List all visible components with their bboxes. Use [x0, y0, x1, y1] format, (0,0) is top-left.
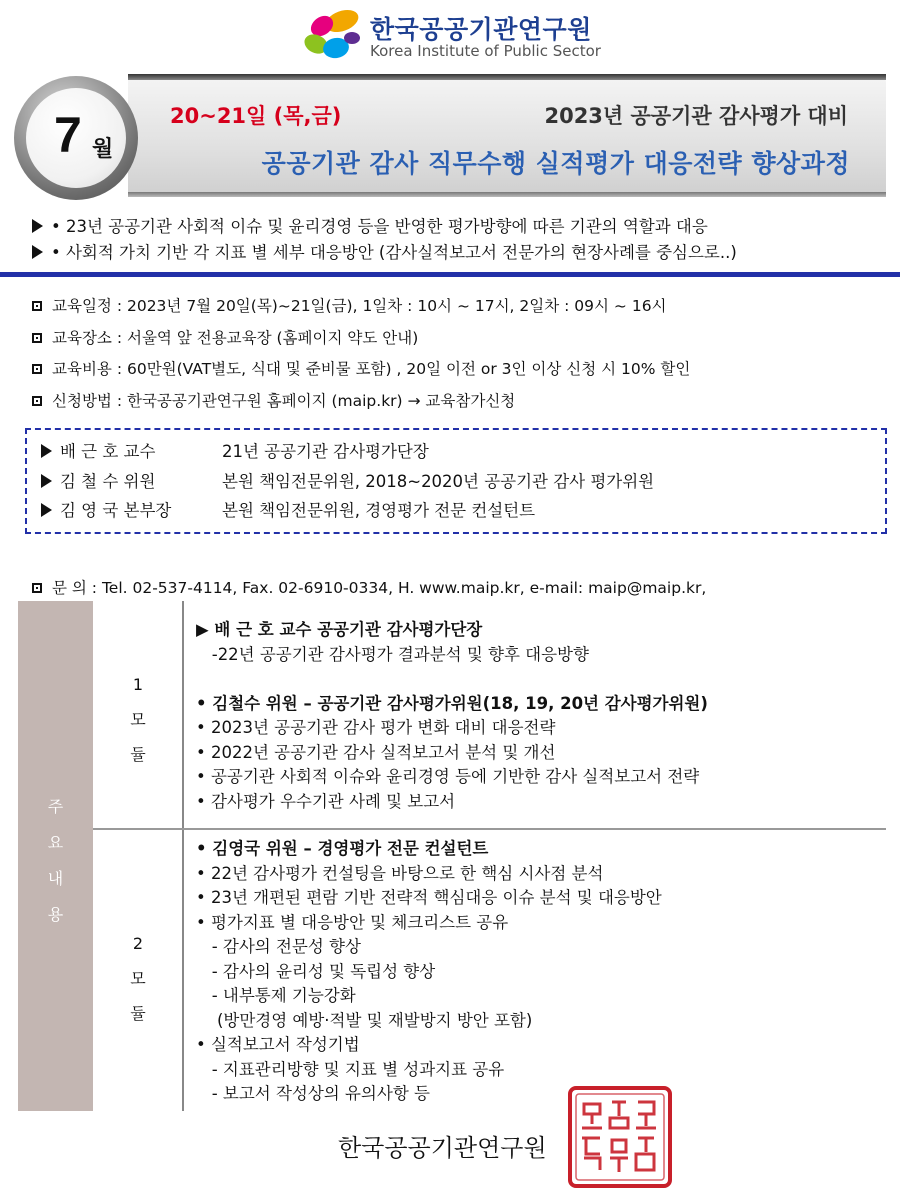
module2-line: - 내부통제 기능강화: [196, 986, 356, 1005]
module2-line: - 감사의 윤리성 및 독립성 향상: [196, 961, 436, 981]
square-bullet-icon: [32, 301, 42, 311]
triangle-bullet-icon: [41, 474, 52, 488]
module1-line: • 공공기관 사회적 이슈와 윤리경영 등에 기반한 감사 실적보고서 전략: [196, 767, 700, 786]
module2-line: • 김영국 위원 – 경영평가 전문 컨설턴트: [196, 839, 489, 858]
module1-line: [196, 667, 708, 692]
module2-content: [196, 837, 662, 1107]
month-unit: 월: [92, 137, 114, 162]
intro-item: • 사회적 가치 기반 각 지표 별 세부 대응방안 (감사실적보고서 전문가의 현장사례를 중심으로..): [32, 240, 892, 266]
info-item-location: 교육장소 : 서울역 앞 전용교육장 (홈페이지 약도 안내): [32, 323, 892, 355]
module2-line: • 실적보고서 작성기법: [196, 1035, 360, 1054]
org-logo: [300, 6, 630, 64]
instructor-row: 김 철 수 위원 본원 책임전문위원, 2018~2020년 공공기관 감사 평가위원: [41, 468, 654, 492]
triangle-bullet-icon: [32, 219, 43, 233]
info-item-fee: 교육비용 : 60만원(VAT별도, 식대 및 준비물 포함) , 20일 이전 or 3인 이상 신청 시 10% 할인: [32, 354, 892, 386]
instructor-row: 김 영 국 본부장 본원 책임전문위원, 경영평가 전문 컨설턴트: [41, 497, 535, 521]
banner-bar-bottom: [128, 192, 886, 197]
module2-line: • 22년 감사평가 컨설팅을 바탕으로 한 핵심 시사점 분석: [196, 863, 604, 883]
instructor-row: 배 근 호 교수 21년 공공기관 감사평가단장: [41, 438, 429, 462]
module2-line: (방만경영 예방·적발 및 재발방지 방안 포함): [196, 1010, 533, 1030]
contact-line: 문 의 : Tel. 02-537-4114, Fax. 02-6910-0334, H. www.maip.kr, e-mail: maip@maip.kr,: [32, 576, 706, 598]
square-bullet-icon: [32, 364, 42, 374]
course-date: 20~21일 (목,금): [170, 104, 342, 128]
info-item-apply: 신청방법 : 한국공공기관연구원 홈페이지 (maip.kr) → 교육참가신청: [32, 386, 892, 418]
module1-line: -22년 공공기관 감사평가 결과분석 및 향후 대응방향: [196, 644, 589, 664]
info-section: [32, 291, 892, 417]
module1-label: 1 모 듈: [130, 675, 146, 764]
module2-line: - 보고서 작성상의 유의사항 등: [196, 1084, 430, 1103]
module2-label: 2 모 듈: [130, 934, 146, 1023]
course-title: 공공기관 감사 직무수행 실적평가 대응전략 향상과정: [261, 149, 850, 178]
module1-line: • 2022년 공공기관 감사 실적보고서 분석 및 개선: [196, 742, 556, 762]
module2-line: • 23년 개편된 편람 기반 전략적 핵심대응 이슈 분석 및 대응방안: [196, 888, 662, 907]
org-name-en: Korea Institute of Public Sector: [370, 42, 601, 60]
module2-line: • 평가지표 별 대응방안 및 체크리스트 공유: [196, 912, 509, 932]
square-bullet-icon: [32, 583, 42, 593]
module1-content: [196, 618, 708, 814]
triangle-bullet-icon: [41, 444, 52, 458]
triangle-bullet-icon: [41, 503, 52, 517]
footer-org-name: 한국공공기관연구원: [338, 1134, 547, 1162]
module2-line: - 지표관리방향 및 지표 별 성과지표 공유: [196, 1059, 505, 1079]
instructors-box: [25, 428, 887, 534]
month-number: 7: [54, 107, 82, 163]
divider-rule: [0, 272, 900, 277]
module1-line: • 김철수 위원 – 공공기관 감사평가위원(18, 19, 20년 감사평가위원): [196, 693, 708, 713]
module1-line: • 감사평가 우수기관 사례 및 보고서: [196, 791, 456, 811]
title-banner: [0, 74, 900, 204]
intro-item: • 23년 공공기관 사회적 이슈 및 윤리경영 등을 반영한 평가방향에 따른 기관의 역할과 대응: [32, 214, 892, 240]
banner-bar-top: [128, 74, 886, 80]
course-subtitle: 2023년 공공기관 감사평가 대비: [544, 104, 848, 128]
module2-line: - 감사의 전문성 향상: [196, 937, 361, 956]
square-bullet-icon: [32, 396, 42, 406]
square-bullet-icon: [32, 333, 42, 343]
intro-section: [32, 214, 892, 266]
info-item-schedule: 교육일정 : 2023년 7월 20일(목)~21일(금), 1일차 : 10시 ~ 17시, 2일차 : 09시 ~ 16시: [32, 291, 892, 323]
side-label: 주 요 내 용: [47, 797, 64, 924]
triangle-bullet-icon: [32, 245, 43, 259]
module1-line: • 2023년 공공기관 감사 평가 변화 대비 대응전략: [196, 718, 556, 737]
org-logo-icon: [302, 8, 364, 62]
org-name-ko: 한국공공기관연구원: [370, 15, 592, 44]
table-horizontal-line: [93, 828, 886, 830]
official-seal-icon: [566, 1084, 674, 1190]
curriculum-table: [18, 601, 886, 1111]
module1-line: ▶ 배 근 호 교수 공공기관 감사평가단장: [196, 620, 483, 639]
